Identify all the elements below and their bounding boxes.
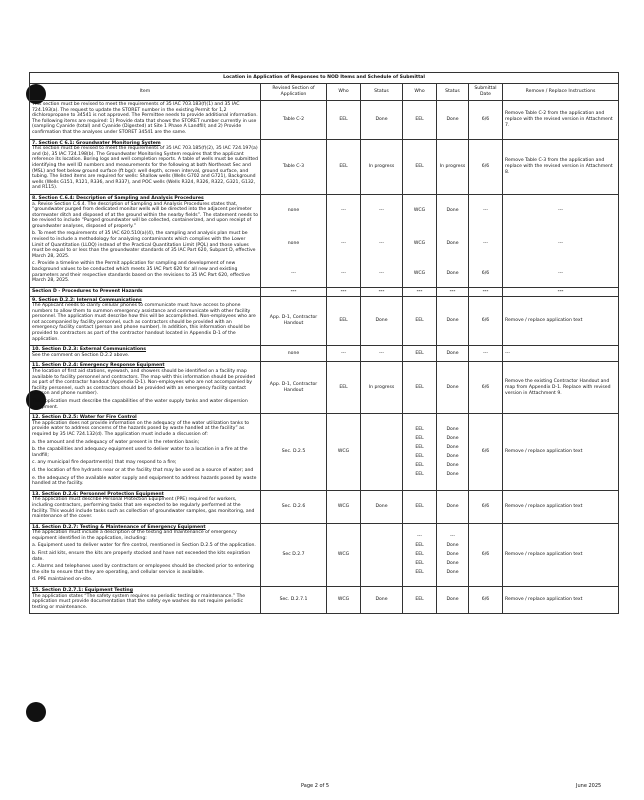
who-2-entry: EEL bbox=[415, 471, 424, 477]
cell-submittal-date: --- bbox=[469, 346, 503, 362]
cell-submittal-date: 6/6 bbox=[469, 139, 503, 194]
cell-who bbox=[327, 194, 361, 287]
item-paragraph: The application does not provide information on the adequacy of the water utilization tanks to provide water to address concerns of the hazards posed by waste handled at the facility” as required by 35 IAC 724.132(d). The application must include a discussion of: bbox=[32, 420, 250, 437]
cell-remove-instructions: --- bbox=[503, 346, 619, 362]
cell-status-2: Done bbox=[437, 101, 469, 140]
item-heading: 12. Section D.2.5: Water for Fire Control bbox=[32, 415, 137, 421]
who-entry: --- bbox=[341, 270, 346, 276]
cell-status: Done bbox=[361, 587, 403, 614]
cell-status-2: Done bbox=[437, 362, 469, 414]
cell-placeholder: --- bbox=[261, 287, 327, 296]
who-2-entry: --- bbox=[417, 534, 422, 540]
cell-submittal-date: 6/6 bbox=[469, 414, 503, 491]
status-2-entry: Done bbox=[446, 552, 459, 558]
cell-revised-section: Sec D.2.7 bbox=[261, 523, 327, 586]
cell-remove-instructions: Remove Table C-2 from the application and replace with the revised version in Attachment 7. bbox=[503, 101, 619, 140]
item-paragraph: The application must describe the capabilities of the water supply tanks and water dispersion equipment. bbox=[32, 399, 248, 410]
cell-status-2: Done bbox=[437, 346, 469, 362]
cell-placeholder: --- bbox=[469, 287, 503, 296]
cell-submittal-date: 6/6 bbox=[469, 490, 503, 523]
who-2-entry: EEL bbox=[415, 453, 424, 459]
who-2-entry: EEL bbox=[415, 561, 424, 567]
status-2-entry: Done bbox=[446, 270, 459, 276]
col-header-who-2: Who bbox=[403, 84, 437, 101]
cell-revised-section: Sec. D.2.5 bbox=[261, 414, 327, 491]
binder-hole-bottom bbox=[26, 702, 46, 722]
cell-who: WCG bbox=[327, 490, 361, 523]
cell-status-2 bbox=[437, 414, 469, 491]
cell-submittal-date: 6/6 bbox=[469, 523, 503, 586]
item-paragraph: d. PPE maintained on-site. bbox=[32, 577, 93, 583]
cell-status-2: Done bbox=[437, 490, 469, 523]
cell-status bbox=[361, 523, 403, 586]
cell-remove-instructions: Remove the existing Contractor Handout and map from Appendix D-1. Replace with revised version in Attachment 9. bbox=[503, 362, 619, 414]
col-header-item: Item bbox=[30, 84, 261, 101]
item-cell bbox=[30, 346, 261, 362]
cell-who: EEL bbox=[327, 139, 361, 194]
cell-submittal-date: 6/6 bbox=[469, 101, 503, 140]
item-paragraph: This section must be revised to meet the requirements of 35 IAC 703.185(f)(2), 35 IAC 724.197(a) and (b), 35 IAC 724.198(b). The Groundwater Monitoring System requires that the applicant reference its location. Boring logs and well completion reports. A table of wells must be submitted identifying the well ID numbers and measurements for the following at both Northeast Sec and (MSL) and feet below ground surface (ft bgs): well depth, screen interval, ground surface, and tubing. The listed items are required for wells: Shallow wells (Wells G702 and G721), Background wells (Wells G151, R121, R336, and R337), and POC wells (Wells R324, R326, R322, G321, G132, and R115). bbox=[32, 146, 259, 191]
item-paragraph: b. First aid kits, ensure the kits are properly stocked and have not exceeded the kits expiration date. bbox=[32, 551, 251, 562]
table-row bbox=[30, 587, 619, 614]
cell-placeholder: --- bbox=[503, 287, 619, 296]
footer-date: June 2025 bbox=[576, 783, 602, 789]
cell-remove-instructions: Remove / replace application text bbox=[503, 414, 619, 491]
cell-status-2: Done bbox=[437, 296, 469, 346]
item-paragraph: a. Revise Section C.6.4. The description of Sampling and Analysis Procedures states that, “groundwater purged from dedicated monitor wells will be directed into the adjacent perimeter stormwater ditch and disposed of at the ground within the nearby fields”. The statement needs to be revised to include “Purged groundwater will be collected, containerized, and upon receipt of groundwater analyses, disposed of properly.” bbox=[32, 201, 259, 229]
item-paragraph: a. Equipment used to deliver water for fire control, mentioned in Section D.2.5 of the application. bbox=[32, 543, 256, 549]
status-2-entry: Done bbox=[446, 444, 459, 450]
cell-revised-section: Table C-2 bbox=[261, 101, 327, 140]
col-header-status-2: Status bbox=[437, 84, 469, 101]
revised-section-entry: none bbox=[287, 240, 300, 246]
table-row bbox=[30, 414, 619, 491]
col-header-status: Status bbox=[361, 84, 403, 101]
status-2-entry: Done bbox=[446, 207, 459, 213]
cell-status: --- bbox=[361, 346, 403, 362]
item-paragraph: This section must be revised to meet the requirements of 35 IAC 703.183(f)(1) and 35 IAC 724.193(a). The request to update the STORET number in the existing Permit for 1,2 dichloropropane to 34541 is not approved. The Permittee needs to provide additional information. The following items are required: 1) Provide data that shows the STORET number currently in use (sampling Cyanide (total) and Cyanide (Digested) at Site 1 Phase A Landfill; and 2) Provide confirmation that the analyses under STORET 34541 are the same. bbox=[32, 102, 258, 135]
item-cell bbox=[30, 296, 261, 346]
table-row bbox=[30, 287, 619, 296]
cell-who: WCG bbox=[327, 587, 361, 614]
col-header-who: Who bbox=[327, 84, 361, 101]
item-heading: 13. Section D.2.6: Personnel Protection Equipment bbox=[32, 491, 164, 497]
cell-placeholder: --- bbox=[327, 287, 361, 296]
who-2-entry: EEL bbox=[415, 570, 424, 576]
status-entry: --- bbox=[379, 207, 384, 213]
item-heading: 10. Section D.2.3: External Communications bbox=[32, 347, 147, 353]
cell-who-2: EEL bbox=[403, 101, 437, 140]
table-title: Location in Application of Responses to NOD Items and Schedule of Submittal bbox=[30, 73, 619, 84]
cell-status bbox=[361, 414, 403, 491]
who-2-entry: EEL bbox=[415, 435, 424, 441]
item-cell bbox=[30, 587, 261, 614]
cell-who-2 bbox=[403, 414, 437, 491]
who-2-entry: WCG bbox=[413, 240, 426, 246]
item-heading: 7. Section C 6.1: Groundwater Monitoring System bbox=[32, 140, 161, 146]
remove-instructions-entry: --- bbox=[558, 207, 564, 213]
table-row bbox=[30, 101, 619, 140]
cell-status-2: In progress bbox=[437, 139, 469, 194]
item-heading: 11. Section D.2.4: Emergency Response Equipment bbox=[32, 363, 165, 369]
item-heading: 14. Section D.2.7: Testing & Maintenance of Emergency Equipment bbox=[32, 524, 206, 530]
col-header-submittal: Submittal Date bbox=[469, 84, 503, 101]
table-row bbox=[30, 490, 619, 523]
section-title: Section D - Procedures to Prevent Hazards bbox=[30, 287, 261, 296]
cell-status: Done bbox=[361, 101, 403, 140]
item-paragraph: The application must include a description of the testing and maintenance of emergency equipment identified in the application, including: bbox=[32, 530, 237, 541]
item-paragraph: d. the location of fire hydrants near or at the facility that may be used as a source of water; and bbox=[32, 467, 254, 473]
submittal-date-entry: 6/6 bbox=[481, 270, 490, 276]
cell-placeholder: --- bbox=[361, 287, 403, 296]
status-entry: --- bbox=[379, 270, 384, 276]
cell-who: WCG bbox=[327, 414, 361, 491]
cell-remove-instructions: Remove / replace application text bbox=[503, 523, 619, 586]
table-row bbox=[30, 362, 619, 414]
item-heading: 15. Section D.2.7.1: Equipment Testing bbox=[32, 588, 133, 594]
revised-section-entry: --- bbox=[291, 270, 296, 276]
cell-status-2: Done bbox=[437, 587, 469, 614]
status-2-entry: Done bbox=[446, 543, 459, 549]
item-cell bbox=[30, 490, 261, 523]
cell-submittal-date: 6/6 bbox=[469, 296, 503, 346]
cell-who-2 bbox=[403, 523, 437, 586]
item-paragraph: c. Provide a timeline within the Permit application for sampling and development of new background values to be conducted which meets 35 IAC Part 620 for all new and existing parameters and their respective standards based on the revisions to 35 IAC Part 620, effective March 28, 2025. bbox=[32, 261, 250, 284]
item-paragraph: See the comment on Section D.2.2 above. bbox=[32, 352, 130, 358]
cell-who-2: EEL bbox=[403, 490, 437, 523]
col-header-section: Revised Section of Application bbox=[261, 84, 327, 101]
cell-revised-section: App. D-1, Contractor Handout bbox=[261, 362, 327, 414]
cell-status-2 bbox=[437, 523, 469, 586]
cell-who: --- bbox=[327, 346, 361, 362]
item-heading: 8. Section C.6.4: Description of Sampling and Analysis Procedures bbox=[32, 195, 204, 201]
cell-who: EEL bbox=[327, 296, 361, 346]
cell-who: EEL bbox=[327, 101, 361, 140]
response-schedule-table bbox=[29, 72, 619, 614]
item-paragraph: The application must describe Personal Protection Equipment (PPE) required for workers, including contractors, performing tasks that are expected to be regularly performed at the facility. This would include tasks such as collection of groundwater samples, gas monitoring, and maintenance of the cover. bbox=[32, 497, 255, 520]
who-2-entry: WCG bbox=[413, 207, 426, 213]
cell-who-2: EEL bbox=[403, 296, 437, 346]
submittal-date-entry: --- bbox=[483, 240, 488, 246]
cell-who: EEL bbox=[327, 362, 361, 414]
status-2-entry: Done bbox=[446, 471, 459, 477]
table-row bbox=[30, 523, 619, 586]
cell-remove-instructions bbox=[503, 194, 619, 287]
cell-revised-section: none bbox=[261, 346, 327, 362]
item-paragraph: b. To meet the requirements of 35 IAC 620.510(a)(4), the sampling and analysis plan must be revised to include a methodology for analyzing contaminants which complies with the Lower Limit of Quantitation (LLOQ) instead of the Practical Quantitation Limit (PQL) and those values must be equal to or less than the groundwater standards of 35 IAC Part 620, Subpart D, effective March 28, 2025. bbox=[32, 231, 256, 259]
who-2-entry: EEL bbox=[415, 444, 424, 450]
remove-instructions-entry: --- bbox=[558, 240, 564, 246]
status-2-entry: Done bbox=[446, 426, 459, 432]
who-2-entry: WCG bbox=[413, 270, 426, 276]
item-paragraph: The application states “The safety system requires no periodic testing or maintenance.” The application must provide documentation that the safety eye washes do not require periodic testing or maintenance. bbox=[32, 593, 246, 610]
cell-status: Done bbox=[361, 490, 403, 523]
cell-submittal-date bbox=[469, 194, 503, 287]
status-2-entry: Done bbox=[446, 453, 459, 459]
cell-who-2 bbox=[403, 194, 437, 287]
item-cell bbox=[30, 194, 261, 287]
table-row bbox=[30, 194, 619, 287]
cell-remove-instructions: Remove / replace application text bbox=[503, 296, 619, 346]
status-2-entry: Done bbox=[446, 435, 459, 441]
item-cell bbox=[30, 523, 261, 586]
item-paragraph: b. the capabilities and adequacy equipment used to deliver water to a location in a fire at the landfill; bbox=[32, 447, 248, 458]
cell-remove-instructions: Remove Table C-3 from the application and replace with the revised version in Attachment 8. bbox=[503, 139, 619, 194]
cell-status: In progress bbox=[361, 139, 403, 194]
who-2-entry: EEL bbox=[415, 462, 424, 468]
cell-status bbox=[361, 194, 403, 287]
table-row bbox=[30, 139, 619, 194]
item-cell bbox=[30, 101, 261, 140]
cell-remove-instructions: Remove / replace application text bbox=[503, 587, 619, 614]
item-paragraph: c. any municipal fire department(s) that may respond to a fire; bbox=[32, 460, 177, 466]
table-row bbox=[30, 346, 619, 362]
item-paragraph: The location of first aid stations, eyewash, and showers should be identified on a facility map available to facility personnel and contractors. The map with this information should be provided as part of the contractor handout (Appendix D-1). Non-employees who are not accompanied by facility personnel, such as contractors should be provided with an emergency facility contact (person and phone number). bbox=[32, 369, 256, 397]
cell-revised-section: Sec. D.2.7.1 bbox=[261, 587, 327, 614]
submittal-date-entry: --- bbox=[483, 207, 488, 213]
item-paragraph: a. the amount and the adequacy of water present in the retention basin; bbox=[32, 439, 200, 445]
cell-who: WCG bbox=[327, 523, 361, 586]
cell-who-2: EEL bbox=[403, 362, 437, 414]
revised-section-entry: none bbox=[287, 207, 300, 213]
col-header-remove: Remove / Replace Instructions bbox=[503, 84, 619, 101]
who-entry: --- bbox=[341, 207, 346, 213]
cell-revised-section: Sec. D.2.6 bbox=[261, 490, 327, 523]
cell-placeholder: --- bbox=[403, 287, 437, 296]
cell-revised-section: Table C-3 bbox=[261, 139, 327, 194]
who-2-entry: EEL bbox=[415, 426, 424, 432]
status-2-entry: Done bbox=[446, 570, 459, 576]
cell-who-2: EEL bbox=[403, 139, 437, 194]
cell-status: In progress bbox=[361, 362, 403, 414]
cell-status-2 bbox=[437, 194, 469, 287]
cell-remove-instructions: Remove / replace application text bbox=[503, 490, 619, 523]
item-paragraph: e. the adequacy of the available water supply and equipment to address hazards posed by waste handled at the facility. bbox=[32, 475, 257, 487]
status-2-entry: --- bbox=[450, 534, 455, 540]
table-row bbox=[30, 296, 619, 346]
who-entry: --- bbox=[341, 240, 346, 246]
page-number: Page 2 of 5 bbox=[301, 783, 330, 789]
status-2-entry: Done bbox=[446, 561, 459, 567]
who-2-entry: EEL bbox=[415, 552, 424, 558]
item-heading: 9. Section D.2.2: Internal Communications bbox=[32, 297, 142, 303]
cell-who-2: EEL bbox=[403, 346, 437, 362]
status-2-entry: Done bbox=[446, 462, 459, 468]
status-2-entry: Done bbox=[446, 240, 459, 246]
item-cell bbox=[30, 362, 261, 414]
cell-status: Done bbox=[361, 296, 403, 346]
item-cell bbox=[30, 414, 261, 491]
item-paragraph: The Applicant needs to clarify cellular phones to communicate must have access to phone numbers to allow them to summon emergency assistance and communicate with other facility personnel. The application must describe how this will be accomplished. Non-employees who are not accompanied by facility personnel, such as contractors should be provided with an emergency facility contact (person and phone number). In addition, this information should be provided to contractors as part of the contractor handout located in Appendix D-1 of the application. bbox=[32, 303, 256, 342]
cell-placeholder: --- bbox=[437, 287, 469, 296]
cell-submittal-date: 6/6 bbox=[469, 587, 503, 614]
cell-submittal-date: 6/6 bbox=[469, 362, 503, 414]
cell-revised-section: App. D-1, Contractor Handout bbox=[261, 296, 327, 346]
item-cell bbox=[30, 139, 261, 194]
cell-revised-section bbox=[261, 194, 327, 287]
item-paragraph: c. Alarms and telephones used by contractors or employees should be checked prior to entering the site to ensure that they are operating, and cellular service is available. bbox=[32, 564, 254, 575]
who-2-entry: EEL bbox=[415, 543, 424, 549]
status-entry: --- bbox=[379, 240, 384, 246]
remove-instructions-entry: --- bbox=[558, 270, 564, 276]
cell-who-2: EEL bbox=[403, 587, 437, 614]
